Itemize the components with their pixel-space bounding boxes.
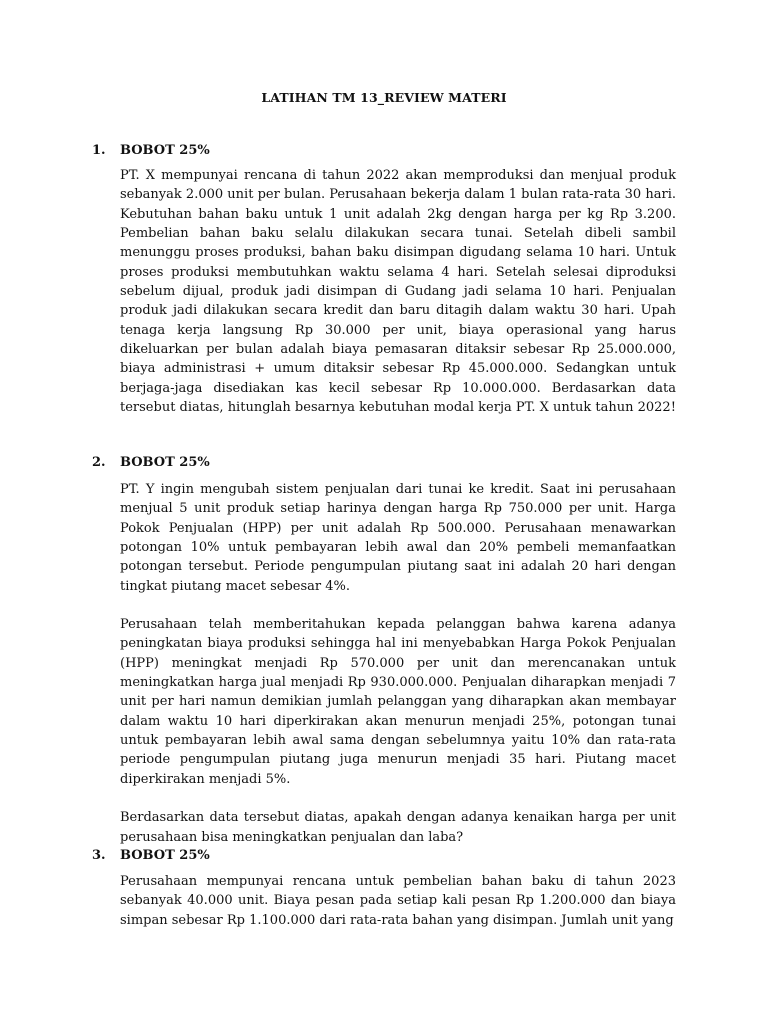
item-number: 2. — [92, 455, 106, 470]
paragraph: Perusahaan telah memberitahukan kepada pelanggan bahwa karena adanya peningkatan biaya produksi sehingga hal ini menyebabkan Harga Pokok Penjualan (HPP) meningkat menjadi Rp 570.000 per unit dan merencanakan untuk meningkatkan harga jual menjadi Rp 930.000.000. Penjualan diharapkan menjadi 7 unit per hari namun demikian jumlah pelanggan yang diharapkan akan membayar dalam waktu 10 hari diperkirakan akan menurun menjadi 25%, potongan tunai untuk pembayaran lebih awal sama dengan sebelumnya yaitu 10% dan rata-rata periode pengumpulan piutang juga menurun menjadi 35 hari. Piutang macet diperkirakan menjadi 5%. — [120, 617, 676, 787]
paragraph: PT. X mempunyai rencana di tahun 2022 akan memproduksi dan menjual produk sebanyak 2.000 unit per bulan. Perusahaan bekerja dalam 1 bulan rata-rata 30 hari. Kebutuhan bahan baku untuk 1 unit adalah 2kg dengan harga per kg Rp 3.200. Pembelian bahan baku selalu dilakukan secara tunai. Setelah dibeli sambil menunggu proses produksi, bahan baku disimpan digudang selama 10 hari. Untuk proses produksi membutuhkan waktu selama 4 hari. Setelah selesai diproduksi sebelum dijual, produk jadi disimpan di Gudang jadi selama 10 hari. Penjualan produk jadi dilakukan secara kredit dan baru ditagih dalam waktu 30 hari. Upah tenaga kerja langsung Rp 30.000 per unit, biaya operasional yang harus dikeluarkan per bulan adalah biaya pemasaran ditaksir sebesar Rp 25.000.000, biaya administrasi + umum ditaksir sebesar Rp 45.000.000. Sedangkan untuk berjaga-jaga disediakan kas kecil sebesar Rp 10.000.000. Berdasarkan data tersebut diatas, hitunglah besarnya kebutuhan modal kerja PT. X untuk tahun 2022! — [120, 168, 676, 416]
item-number: 3. — [92, 848, 106, 863]
item-body — [120, 480, 676, 847]
item-heading: BOBOT 25% — [120, 848, 210, 863]
item-heading: BOBOT 25% — [120, 143, 210, 158]
document-title: LATIHAN TM 13_REVIEW MATERI — [261, 90, 507, 105]
paragraph: Perusahaan mempunyai rencana untuk pembelian bahan baku di tahun 2023 sebanyak 40.000 unit. Biaya pesan pada setiap kali pesan Rp 1.200.000 dan biaya simpan sebesar Rp 1.100.000 dari rata-rata bahan yang disimpan. Jumlah unit yang — [120, 874, 676, 928]
paragraph: Berdasarkan data tersebut diatas, apakah dengan adanya kenaikan harga per unit perusahaan bisa meningkatkan penjualan dan laba? — [120, 810, 676, 845]
item-heading: BOBOT 25% — [120, 455, 210, 470]
item-body — [120, 166, 676, 417]
paragraph: PT. Y ingin mengubah sistem penjualan dari tunai ke kredit. Saat ini perusahaan menjual 5 unit produk setiap harinya dengan harga Rp 750.000 per unit. Harga Pokok Penjualan (HPP) per unit adalah Rp 500.000. Perusahaan menawarkan potongan 10% untuk pembayaran lebih awal dan 20% pembeli memanfaatkan potongan tersebut. Periode pengumpulan piutang saat ini adalah 20 hari dengan tingkat piutang macet sebesar 4%. — [120, 482, 676, 594]
item-body — [120, 872, 676, 930]
item-number: 1. — [92, 143, 106, 158]
